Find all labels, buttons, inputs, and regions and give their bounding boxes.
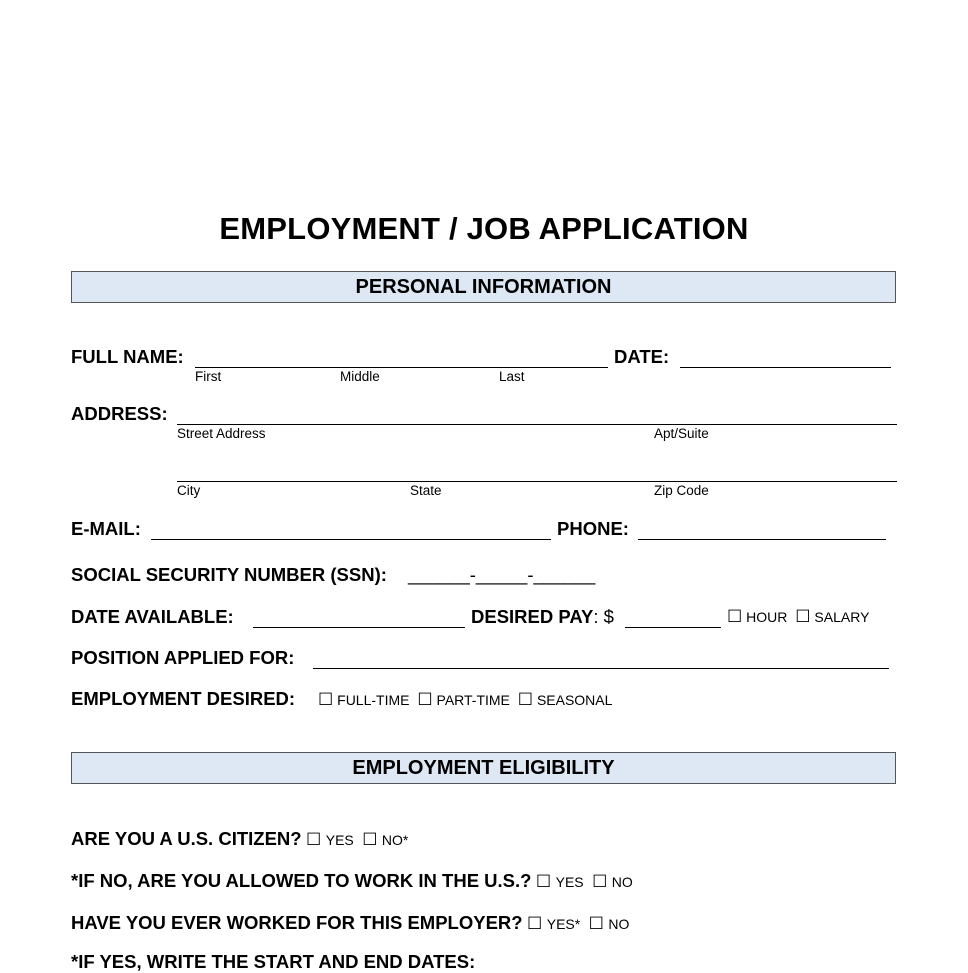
name-first-caption: First	[195, 369, 222, 384]
date-label: DATE:	[614, 346, 670, 367]
full-name-label: FULL NAME:	[71, 346, 184, 367]
checkbox-worked-no-icon[interactable]: ☐	[588, 914, 604, 933]
ssn-field[interactable]: ______-_____-______	[408, 564, 596, 585]
date-field[interactable]	[680, 367, 891, 368]
allowed-no-label: NO	[611, 874, 633, 890]
form-title: EMPLOYMENT / JOB APPLICATION	[219, 211, 749, 246]
phone-label: PHONE:	[557, 518, 629, 539]
city-state-zip-field[interactable]	[177, 481, 897, 482]
question-citizen	[71, 828, 408, 850]
date-available-label: DATE AVAILABLE:	[71, 606, 234, 627]
worked-no-label: NO	[608, 916, 630, 932]
email-label: E-MAIL:	[71, 518, 141, 539]
zip-caption: Zip Code	[654, 483, 709, 498]
citizen-no-label: NO*	[381, 832, 409, 848]
desired-pay-label: DESIRED PAY	[471, 606, 594, 627]
checkbox-full-time-icon[interactable]: ☐	[318, 690, 334, 709]
allowed-yes-label: YES	[555, 874, 584, 890]
checkbox-part-time-icon[interactable]: ☐	[417, 690, 433, 709]
checkbox-citizen-no-icon[interactable]: ☐	[362, 830, 378, 849]
apt-suite-caption: Apt/Suite	[654, 426, 709, 441]
desired-pay-field[interactable]	[625, 627, 721, 628]
worked-yes-label: YES*	[546, 916, 581, 932]
ssn-label: SOCIAL SECURITY NUMBER (SSN):	[71, 564, 387, 585]
question-allowed-to-work	[71, 870, 633, 892]
question-worked-before	[71, 912, 629, 934]
allowed-question-label: *IF NO, ARE YOU ALLOWED TO WORK IN THE U.S.?	[71, 870, 532, 891]
email-field[interactable]	[151, 539, 551, 540]
checkbox-worked-yes-icon[interactable]: ☐	[527, 914, 543, 933]
section-employment-eligibility: EMPLOYMENT ELIGIBILITY	[71, 752, 896, 784]
worked-question-label: HAVE YOU EVER WORKED FOR THIS EMPLOYER?	[71, 912, 523, 933]
state-caption: State	[410, 483, 442, 498]
checkbox-seasonal-icon[interactable]: ☐	[517, 690, 534, 709]
pay-type-options	[727, 608, 869, 625]
checkbox-allowed-no-icon[interactable]: ☐	[592, 872, 608, 891]
section-personal-information: PERSONAL INFORMATION	[71, 271, 896, 303]
street-address-caption: Street Address	[177, 426, 266, 441]
position-label: POSITION APPLIED FOR:	[71, 647, 295, 668]
hour-option-label: HOUR	[746, 609, 788, 625]
full-name-field[interactable]	[195, 367, 608, 368]
citizen-question-label: ARE YOU A U.S. CITIZEN?	[71, 828, 302, 849]
phone-field[interactable]	[638, 539, 886, 540]
question-dates-label: *IF YES, WRITE THE START AND END DATES:	[71, 951, 476, 972]
employment-desired-options	[318, 691, 612, 708]
seasonal-label: SEASONAL	[536, 692, 613, 708]
date-available-field[interactable]	[253, 627, 465, 628]
citizen-yes-label: YES	[325, 832, 354, 848]
city-caption: City	[177, 483, 201, 498]
salary-option-label: SALARY	[814, 609, 870, 625]
name-last-caption: Last	[499, 369, 525, 384]
part-time-label: PART-TIME	[436, 692, 510, 708]
desired-pay-group	[471, 606, 614, 628]
checkbox-salary-icon[interactable]: ☐	[795, 607, 811, 626]
checkbox-citizen-yes-icon[interactable]: ☐	[306, 830, 322, 849]
position-field[interactable]	[313, 668, 889, 669]
address-label: ADDRESS:	[71, 403, 168, 424]
full-time-label: FULL-TIME	[337, 692, 410, 708]
checkbox-hour-icon[interactable]: ☐	[727, 607, 743, 626]
name-middle-caption: Middle	[340, 369, 380, 384]
checkbox-allowed-yes-icon[interactable]: ☐	[535, 872, 552, 891]
street-address-field[interactable]	[177, 424, 897, 425]
employment-desired-label: EMPLOYMENT DESIRED:	[71, 688, 296, 709]
desired-pay-suffix: : $	[593, 606, 614, 627]
